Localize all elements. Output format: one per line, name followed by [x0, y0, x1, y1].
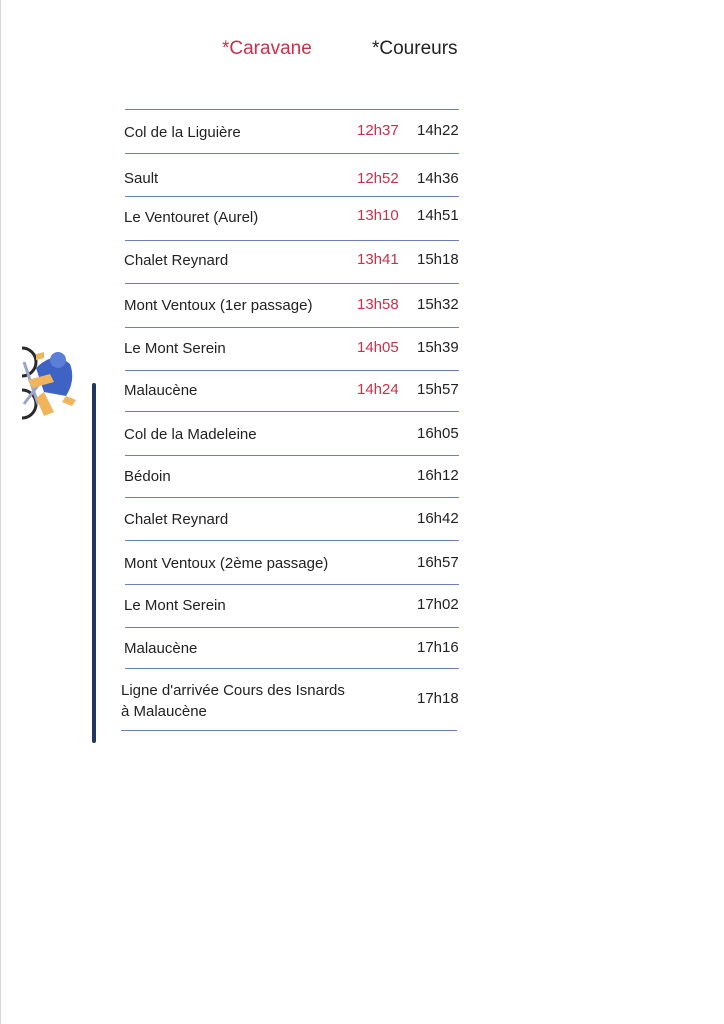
row-place: Sault — [124, 170, 159, 187]
coureurs-time: 15h18 — [417, 251, 459, 268]
row-place: Col de la Madeleine — [124, 426, 257, 443]
caravane-time: 12h52 — [357, 170, 399, 187]
caravane-time: 13h41 — [357, 251, 399, 268]
page-edge — [0, 0, 1, 1024]
coureurs-time: 17h16 — [417, 639, 459, 656]
coureurs-time: 16h42 — [417, 510, 459, 527]
coureurs-time: 15h32 — [417, 296, 459, 313]
caravane-time: 12h37 — [357, 122, 399, 139]
row-place: Chalet Reynard — [124, 511, 229, 528]
row-place: Chalet Reynard — [124, 252, 229, 269]
row-place: Ligne d'arrivée Cours des Isnards à Malaucène — [121, 682, 345, 720]
coureurs-time: 17h18 — [417, 690, 459, 707]
row-divider — [121, 730, 457, 731]
vertical-bar — [92, 383, 96, 743]
caravane-time: 14h05 — [357, 339, 399, 356]
coureurs-header: *Coureurs — [372, 38, 458, 59]
coureurs-time: 16h57 — [417, 554, 459, 571]
row-divider — [125, 455, 459, 456]
coureurs-time: 14h51 — [417, 207, 459, 224]
cyclist-icon — [14, 340, 86, 426]
row-divider — [125, 668, 459, 669]
coureurs-time: 16h05 — [417, 425, 459, 442]
row-divider — [125, 153, 459, 154]
row-place: Malaucène — [124, 382, 198, 399]
caravane-time: 13h58 — [357, 296, 399, 313]
row-place: Bédoin — [124, 468, 171, 485]
row-place: Mont Ventoux (2ème passage) — [124, 555, 329, 572]
coureurs-time: 14h22 — [417, 122, 459, 139]
row-place: Malaucène — [124, 640, 198, 657]
row-place: Col de la Liguière — [124, 124, 241, 141]
caravane-time: 14h24 — [357, 381, 399, 398]
row-divider — [125, 240, 459, 241]
row-divider — [125, 370, 459, 371]
row-divider — [125, 584, 459, 585]
row-divider — [125, 540, 459, 541]
row-divider — [125, 283, 459, 284]
caravane-time: 13h10 — [357, 207, 399, 224]
row-divider — [125, 411, 459, 412]
row-place: Le Mont Serein — [124, 340, 226, 357]
coureurs-time: 16h12 — [417, 467, 459, 484]
coureurs-time: 17h02 — [417, 596, 459, 613]
coureurs-time: 14h36 — [417, 170, 459, 187]
row-divider — [125, 196, 459, 197]
row-divider — [125, 497, 459, 498]
row-place: Mont Ventoux (1er passage) — [124, 297, 313, 314]
row-divider — [125, 627, 459, 628]
coureurs-time: 15h39 — [417, 339, 459, 356]
row-divider — [125, 327, 459, 328]
top-rule — [125, 109, 459, 110]
row-place: Le Mont Serein — [124, 597, 226, 614]
coureurs-time: 15h57 — [417, 381, 459, 398]
caravane-header: *Caravane — [222, 38, 312, 59]
row-place: Le Ventouret (Aurel) — [124, 209, 259, 226]
